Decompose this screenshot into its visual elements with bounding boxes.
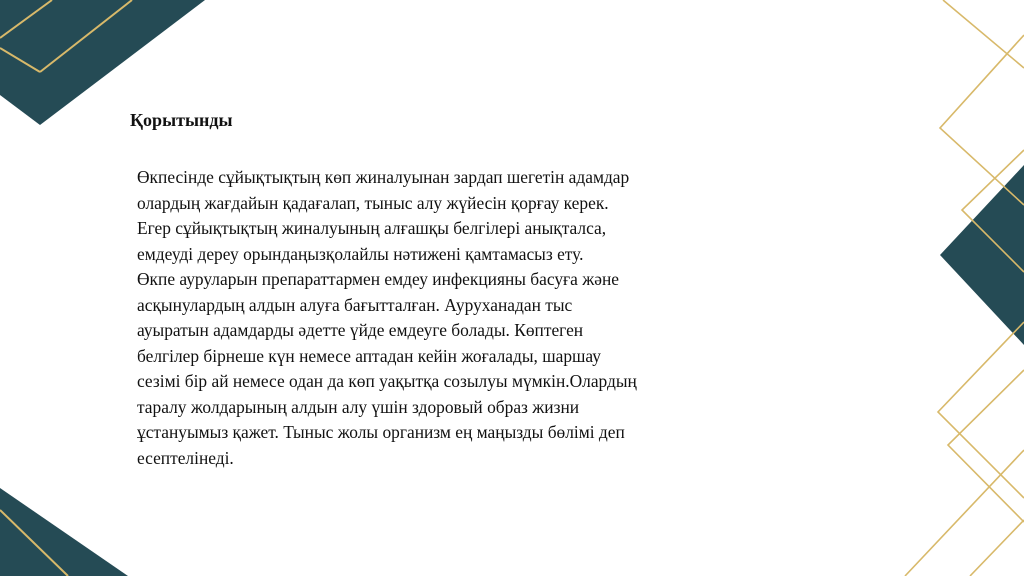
right-gold-diamond-6 bbox=[905, 450, 1024, 576]
slide-title: Қорытынды bbox=[130, 110, 233, 130]
right-gold-diamond-5 bbox=[948, 370, 1024, 522]
right-gold-diamond-7 bbox=[970, 520, 1024, 576]
right-teal-shape bbox=[940, 165, 1024, 345]
bottom-left-teal-shape bbox=[0, 488, 128, 576]
right-gold-diamond-1 bbox=[943, 0, 1024, 68]
right-gold-diamond-4 bbox=[938, 322, 1024, 498]
slide-body-text: Өкпесінде сұйықтықтың көп жиналуынан зардап шегетін адамдар олардың жағдайын қадағалап, тыныс алу жүйесін қорғау керек. Егер сұйықтықтың жиналуының алғашқы белгілері анықталса, емдеуді дереу орындаңызқолайлы нәтижені қамтамасыз ету. Өкпе ауруларын препараттармен емдеу инфекцияны басуға және асқынулардың алдын алуға бағытталған. Ауруханадан тыс ауыратын адамдарды әдетте үйде емдеуге болады. Көптеген белгілер бірнеше күн немесе аптадан кейін жоғалады, шаршау сезімі бір ай немесе одан да көп уақытқа созылуы мүмкін.Олардың таралу жолдарының алдын алу үшін здоровый образ жизни ұстануымыз қажет. Тыныс жолы организм ең маңызды бөлімі деп есептелінеді. bbox=[137, 167, 637, 468]
top-left-teal-shape bbox=[0, 0, 205, 125]
